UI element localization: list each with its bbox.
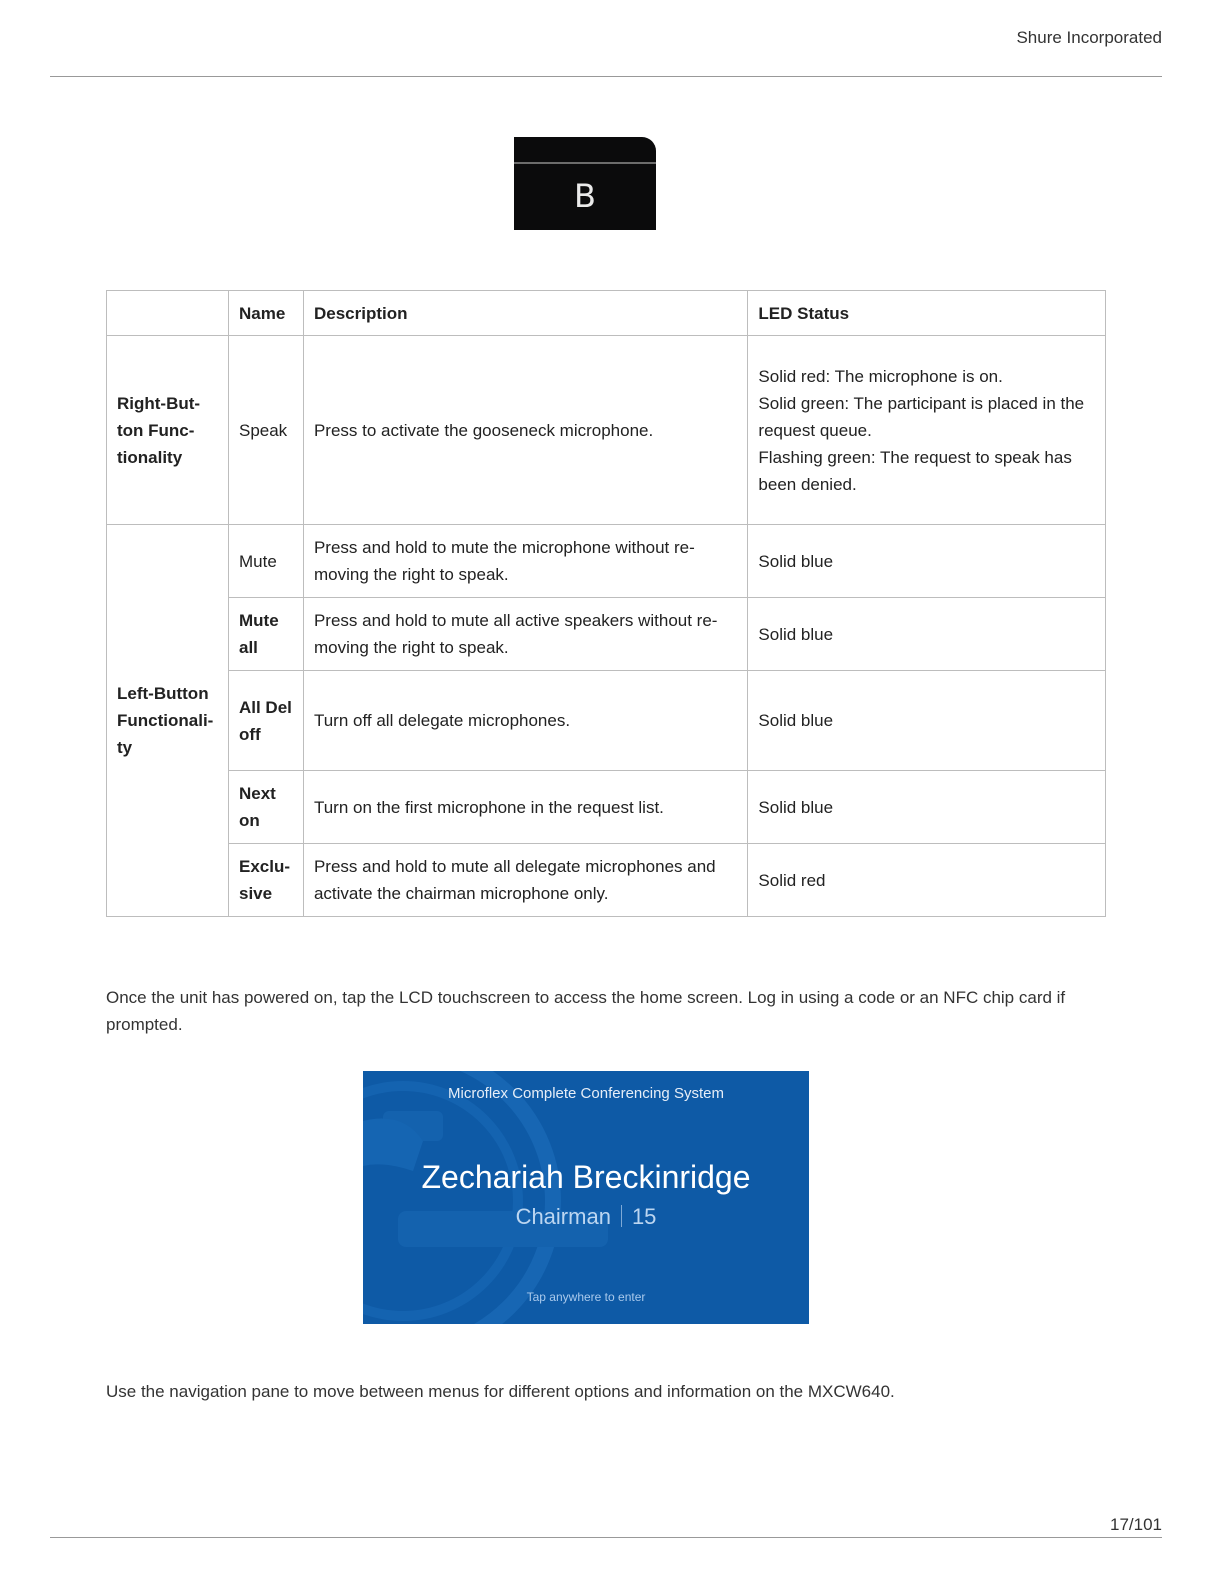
instruction-paragraph-login: Once the unit has powered on, tap the LCD touchscreen to access the home screen. Log in using a code or an NFC chip card if prompted.: [106, 988, 1066, 1034]
row-led-status: Solid blue: [748, 671, 1106, 771]
table-row: [107, 844, 1106, 917]
table-row: [107, 671, 1106, 771]
home-screen-image: [363, 1071, 809, 1324]
row-name: Mute: [228, 525, 303, 598]
role-divider: [621, 1205, 622, 1227]
row-description: Press and hold to mute the microphone without re-moving the right to speak.: [303, 525, 747, 598]
table-row: [107, 525, 1106, 598]
button-letter: B: [574, 177, 596, 215]
table-header-row: [107, 291, 1106, 336]
row-led-status: Solid red: [748, 844, 1106, 917]
page-number: 17/101: [1110, 1515, 1162, 1534]
button-functionality-table: [106, 290, 1106, 917]
instruction-paragraph-navigation: Use the navigation pane to move between menus for different options and information on the MXCW640.: [106, 1382, 895, 1401]
row-name: Exclu-sive: [228, 844, 303, 917]
seat-number: 15: [631, 1204, 657, 1229]
table-row: [107, 336, 1106, 525]
button-image-line: [514, 162, 656, 164]
tap-to-enter-hint[interactable]: Tap anywhere to enter: [526, 1290, 646, 1304]
user-name: Zechariah Breckinridge: [421, 1159, 751, 1195]
row-name: Mute all: [228, 598, 303, 671]
table-row: [107, 771, 1106, 844]
table-row: [107, 598, 1106, 671]
group-label-left: Left-Button Functionali-ty: [107, 525, 229, 917]
row-led-status: Solid blue: [748, 771, 1106, 844]
footer-divider: [50, 1537, 1162, 1538]
group-label-right: Right-But-ton Func-tionality: [107, 336, 229, 525]
row-description: Press to activate the gooseneck microphone.: [303, 336, 747, 525]
button-b-image: [514, 137, 656, 230]
row-description: Press and hold to mute all active speakers without re-moving the right to speak.: [303, 598, 747, 671]
row-description: Turn off all delegate microphones.: [303, 671, 747, 771]
header-company-name: Shure Incorporated: [1016, 28, 1162, 47]
row-name: All Del off: [228, 671, 303, 771]
row-led-status: Solid blue: [748, 598, 1106, 671]
shure-logo-watermark-icon: [363, 1071, 809, 1324]
header-divider: [50, 76, 1162, 77]
table-header-led-status: LED Status: [748, 291, 1106, 336]
row-description: Turn on the first microphone in the request list.: [303, 771, 747, 844]
row-description: Press and hold to mute all delegate microphones and activate the chairman microphone only.: [303, 844, 747, 917]
table-header-group: [107, 291, 229, 336]
row-name: Speak: [228, 336, 303, 525]
row-led-status: Solid blue: [748, 525, 1106, 598]
row-led-status: Solid red: The microphone is on. Solid green: The participant is placed in the request queue. Flashing green: The request to speak has been denied.: [748, 336, 1106, 525]
user-role-row: [363, 1204, 809, 1230]
system-title: Microflex Complete Conferencing System: [448, 1085, 724, 1102]
table-header-name: Name: [228, 291, 303, 336]
user-role: Chairman: [515, 1204, 611, 1229]
row-name: Next on: [228, 771, 303, 844]
table-header-description: Description: [303, 291, 747, 336]
